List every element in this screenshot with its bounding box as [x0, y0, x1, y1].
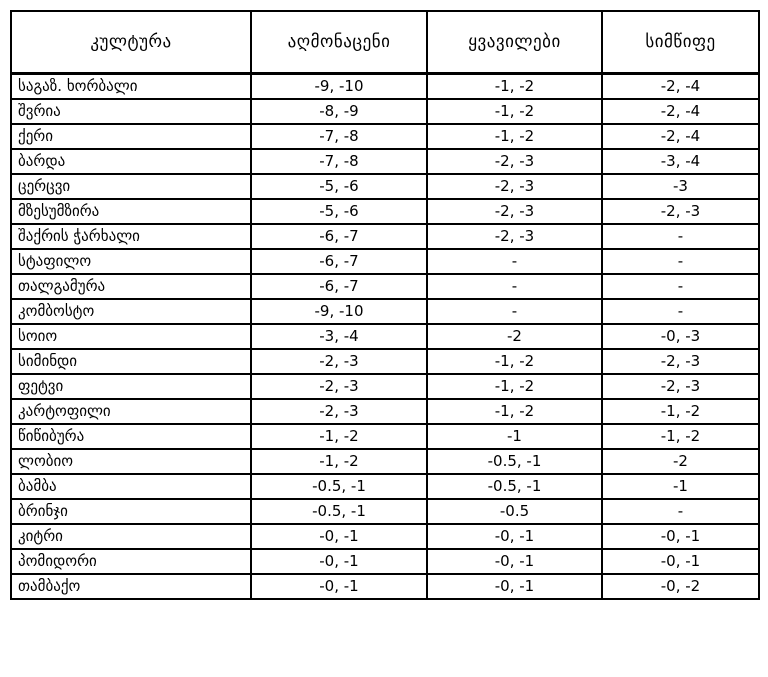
cell-ripening: -3: [602, 174, 759, 199]
cell-flowering: -0.5: [427, 499, 602, 524]
cell-ripening: -2, -4: [602, 124, 759, 149]
frost-resistance-table-container: [10, 10, 758, 600]
cell-ripening: -: [602, 299, 759, 324]
cell-flowering: -1, -2: [427, 74, 602, 100]
cell-crop: შაქრის ჭარხალი: [11, 224, 251, 249]
table-row: [11, 499, 759, 524]
table-row: [11, 524, 759, 549]
cell-ripening: -: [602, 499, 759, 524]
cell-flowering: -: [427, 249, 602, 274]
cell-seedlings: -8, -9: [251, 99, 427, 124]
table-row: [11, 474, 759, 499]
cell-flowering: -1: [427, 424, 602, 449]
cell-flowering: -0.5, -1: [427, 474, 602, 499]
header-ripening: სიმწიფე: [602, 11, 759, 74]
cell-seedlings: -5, -6: [251, 199, 427, 224]
cell-ripening: -2, -4: [602, 74, 759, 100]
table-row: [11, 299, 759, 324]
table-row: [11, 274, 759, 299]
table-row: [11, 199, 759, 224]
header-crop: კულტურა: [11, 11, 251, 74]
cell-crop: შვრია: [11, 99, 251, 124]
table-row: [11, 324, 759, 349]
table-row: [11, 374, 759, 399]
cell-ripening: -0, -2: [602, 574, 759, 599]
cell-ripening: -1: [602, 474, 759, 499]
cell-flowering: -1, -2: [427, 399, 602, 424]
cell-crop: ცერცვი: [11, 174, 251, 199]
cell-ripening: -0, -1: [602, 524, 759, 549]
cell-crop: ბამბა: [11, 474, 251, 499]
table-row: [11, 424, 759, 449]
table-row: [11, 149, 759, 174]
cell-crop: საგაზ. ხორბალი: [11, 74, 251, 100]
cell-seedlings: -5, -6: [251, 174, 427, 199]
cell-crop: ქერი: [11, 124, 251, 149]
cell-flowering: -0, -1: [427, 549, 602, 574]
cell-crop: თამბაქო: [11, 574, 251, 599]
table-row: [11, 224, 759, 249]
cell-seedlings: -0, -1: [251, 524, 427, 549]
cell-seedlings: -0, -1: [251, 574, 427, 599]
table-row: [11, 574, 759, 599]
cell-crop: ბარდა: [11, 149, 251, 174]
cell-seedlings: -0.5, -1: [251, 499, 427, 524]
cell-flowering: -2, -3: [427, 199, 602, 224]
cell-seedlings: -0, -1: [251, 549, 427, 574]
cell-flowering: -0.5, -1: [427, 449, 602, 474]
cell-ripening: -3, -4: [602, 149, 759, 174]
cell-crop: ლობიო: [11, 449, 251, 474]
cell-crop: პომიდორი: [11, 549, 251, 574]
cell-seedlings: -6, -7: [251, 249, 427, 274]
cell-seedlings: -9, -10: [251, 299, 427, 324]
cell-seedlings: -6, -7: [251, 274, 427, 299]
cell-flowering: -1, -2: [427, 349, 602, 374]
cell-flowering: -2, -3: [427, 224, 602, 249]
cell-ripening: -: [602, 274, 759, 299]
table-row: [11, 399, 759, 424]
cell-flowering: -1, -2: [427, 124, 602, 149]
table-row: [11, 549, 759, 574]
table-row: [11, 249, 759, 274]
cell-seedlings: -1, -2: [251, 424, 427, 449]
cell-crop: წიწიბურა: [11, 424, 251, 449]
cell-ripening: -2: [602, 449, 759, 474]
cell-ripening: -2, -4: [602, 99, 759, 124]
cell-seedlings: -9, -10: [251, 74, 427, 100]
table-row: [11, 449, 759, 474]
cell-seedlings: -6, -7: [251, 224, 427, 249]
cell-seedlings: -2, -3: [251, 374, 427, 399]
cell-ripening: -2, -3: [602, 374, 759, 399]
cell-crop: ფეტვი: [11, 374, 251, 399]
table-row: [11, 124, 759, 149]
cell-flowering: -0, -1: [427, 524, 602, 549]
cell-crop: თალგამურა: [11, 274, 251, 299]
cell-crop: სოიო: [11, 324, 251, 349]
cell-seedlings: -7, -8: [251, 149, 427, 174]
cell-seedlings: -2, -3: [251, 349, 427, 374]
header-seedlings: აღმონაცენი: [251, 11, 427, 74]
cell-seedlings: -7, -8: [251, 124, 427, 149]
cell-seedlings: -2, -3: [251, 399, 427, 424]
cell-flowering: -2, -3: [427, 149, 602, 174]
table-row: [11, 74, 759, 100]
cell-flowering: -: [427, 299, 602, 324]
cell-crop: კომბოსტო: [11, 299, 251, 324]
table-row: [11, 174, 759, 199]
cell-seedlings: -3, -4: [251, 324, 427, 349]
cell-flowering: -1, -2: [427, 99, 602, 124]
cell-seedlings: -1, -2: [251, 449, 427, 474]
cell-ripening: -0, -1: [602, 549, 759, 574]
cell-crop: სტაფილო: [11, 249, 251, 274]
table-header: [11, 11, 759, 74]
cell-ripening: -: [602, 249, 759, 274]
cell-flowering: -2, -3: [427, 174, 602, 199]
header-row: [11, 11, 759, 74]
cell-crop: მზესუმზირა: [11, 199, 251, 224]
table-body: [11, 74, 759, 600]
cell-flowering: -0, -1: [427, 574, 602, 599]
frost-resistance-table: [10, 10, 760, 600]
header-flowering: ყვავილები: [427, 11, 602, 74]
cell-ripening: -2, -3: [602, 349, 759, 374]
cell-seedlings: -0.5, -1: [251, 474, 427, 499]
cell-ripening: -0, -3: [602, 324, 759, 349]
cell-flowering: -2: [427, 324, 602, 349]
cell-flowering: -: [427, 274, 602, 299]
cell-crop: კარტოფილი: [11, 399, 251, 424]
cell-ripening: -2, -3: [602, 199, 759, 224]
cell-crop: სიმინდი: [11, 349, 251, 374]
cell-ripening: -1, -2: [602, 424, 759, 449]
cell-crop: კიტრი: [11, 524, 251, 549]
cell-flowering: -1, -2: [427, 374, 602, 399]
table-row: [11, 99, 759, 124]
table-row: [11, 349, 759, 374]
cell-ripening: -1, -2: [602, 399, 759, 424]
cell-crop: ბრინჯი: [11, 499, 251, 524]
cell-ripening: -: [602, 224, 759, 249]
